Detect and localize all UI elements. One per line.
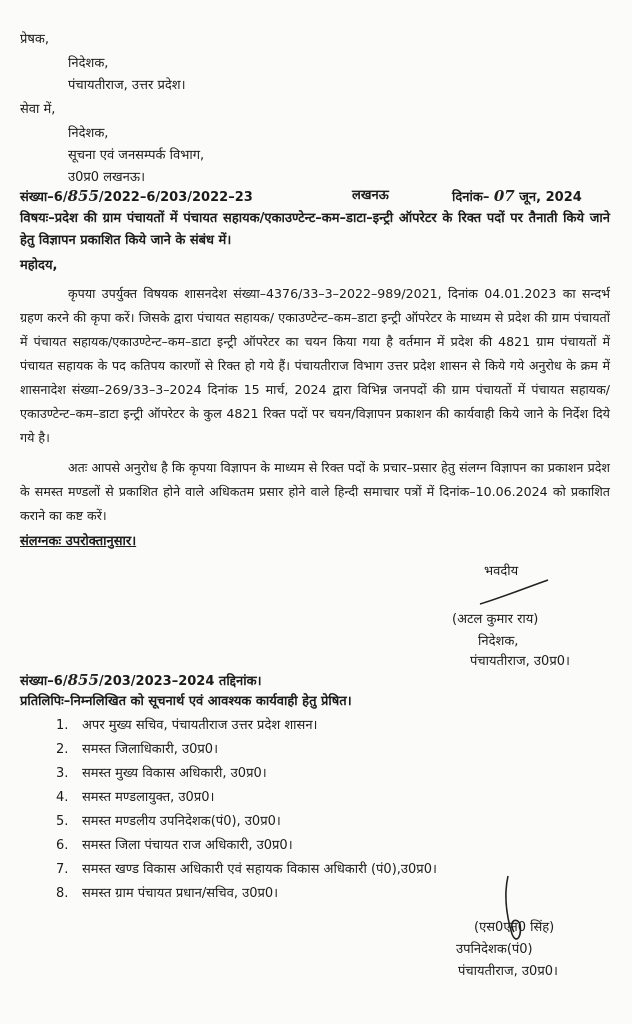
- reference-line: [20, 188, 253, 206]
- copy-reference-line: [20, 672, 262, 690]
- signatory2-department: पंचायतीराज, उ0प्र0।: [458, 964, 558, 979]
- recipient-label: सेवा में,: [20, 102, 56, 117]
- ref-handwritten-number: 855: [67, 187, 99, 205]
- ref-prefix: संख्या–6/: [20, 190, 68, 205]
- copy-ref-prefix: संख्या–6/: [20, 674, 68, 689]
- copy-ref-suffix: /203/2023–2024 तद्दिनांक।: [98, 674, 262, 689]
- list-item: 4. समस्त मण्डलायुक्त, उ0प्र0।: [56, 790, 215, 805]
- list-item: 8. समस्त ग्राम पंचायत प्रधान/सचिव, उ0प्र0।: [56, 886, 279, 901]
- body-paragraph-2: अतः आपसे अनुरोध है कि कृपया विज्ञापन के माध्यम से रिक्त पदों के प्रचार–प्रसार हेतु संलग्न विज्ञापन का प्रकाशन प्रदेश के समस्त मण्डलों से प्रकाशित होने वाले अधिकतम प्रसार होने वाले हिन्दी समाचार पत्रों में दिनांक–10.06.2024 को प्रकाशित कराने का कष्ट करें।: [20, 460, 610, 523]
- recipient-department: सूचना एवं जनसम्पर्क विभाग,: [68, 148, 205, 163]
- sender-label: प्रेषक,: [20, 32, 50, 47]
- signature-scribble-1: [470, 576, 560, 610]
- copy-intro: प्रतिलिपिः–निम्नलिखित को सूचनार्थ एवं आवश्यक कार्यवाही हेतु प्रेषित।: [20, 694, 352, 709]
- recipient-location: उ0प्र0 लखनऊ।: [68, 170, 145, 185]
- signatory1-name: (अटल कुमार राय): [452, 612, 539, 627]
- closing: भवदीय: [484, 564, 519, 579]
- list-item: 2. समस्त जिलाधिकारी, उ0प्र0।: [56, 742, 219, 757]
- salutation: महोदय,: [20, 258, 58, 273]
- date-rest: जून, 2024: [514, 190, 582, 205]
- list-item: 5. समस्त मण्डलीय उपनिदेशक(पं0), उ0प्र0।: [56, 814, 281, 829]
- date-label: दिनांक–: [452, 190, 494, 205]
- body-paragraph-1: कृपया उपर्युक्त विषयक शासनदेश संख्या–4376/33–3–2022–989/2021, दिनांक 04.01.2023 का सन्दर्भ ग्रहण करने की कृपा करें। जिसके द्वारा पंचायत सहायक/ एकाउण्टेन्ट–कम–डाटा इन्ट्री ऑपरेटर के माध्यम से प्रदेश की ग्राम पंचायतों में पंचायत सहायक/एकाउण्टेन्ट–कम–डाटा इन्ट्री ऑपरेटर का चयन किया गया है वर्तमान में प्रदेश की 4821 ग्राम पंचायतों में पंचायत सहायक के पद कतिपय कारणों से रिक्त हो गये हैं। पंचायतीराज विभाग उत्तर प्रदेश शासन से किये गये अनुरोध के क्रम में शासनादेश संख्या–269/33–3–2024 दिनांक 15 मार्च, 2024 द्वारा विभिन्न जनपदों की ग्राम पंचायतों में पंचायत सहायक/एकाउण्टेन्ट–कम–डाटा इन्ट्री ऑपरेटर के कुल 4821 रिक्त पदों पर चयन/विज्ञापन प्रकाशन की कार्यवाही किये जाने के निर्देश दिये गये है।: [20, 286, 610, 445]
- signatory1-designation: निदेशक,: [478, 634, 519, 649]
- signatory1-department: पंचायतीराज, उ0प्र0।: [470, 654, 570, 669]
- signatory2-designation: उपनिदेशक(पं0): [456, 942, 533, 957]
- subject: विषयः–प्रदेश की ग्राम पंचायतों में पंचायत सहायक/एकाउण्टेन्ट–कम–डाटा–इन्ट्री ऑपरेटर के रिक्त पदों पर तैनाती किये जाने हेतु विज्ञापन प्रकाशित किये जाने के संबंध में।: [20, 211, 610, 248]
- recipient-designation: निदेशक,: [68, 126, 109, 141]
- date-handwritten-day: 07: [493, 187, 515, 205]
- place: लखनऊ: [352, 188, 389, 203]
- ref-suffix: /2022–6/203/2022–23: [98, 190, 253, 205]
- signatory2-name: (एस0एन0 सिंह): [474, 920, 555, 935]
- copy-ref-handwritten: 855: [67, 671, 99, 689]
- enclosure: संलग्नकः उपरोक्तानुसार।: [20, 534, 137, 549]
- list-item: 6. समस्त जिला पंचायत राज अधिकारी, उ0प्र0।: [56, 838, 293, 853]
- sender-designation: निदेशक,: [68, 56, 109, 71]
- date-line: [452, 188, 582, 206]
- list-item: 3. समस्त मुख्य विकास अधिकारी, उ0प्र0।: [56, 766, 267, 781]
- list-item: 1. अपर मुख्य सचिव, पंचायतीराज उत्तर प्रदेश शासन।: [56, 718, 318, 733]
- sender-department: पंचायतीराज, उत्तर प्रदेश।: [68, 78, 186, 93]
- list-item: 7. समस्त खण्ड विकास अधिकारी एवं सहायक विकास अधिकारी (पं0),उ0प्र0।: [56, 862, 437, 877]
